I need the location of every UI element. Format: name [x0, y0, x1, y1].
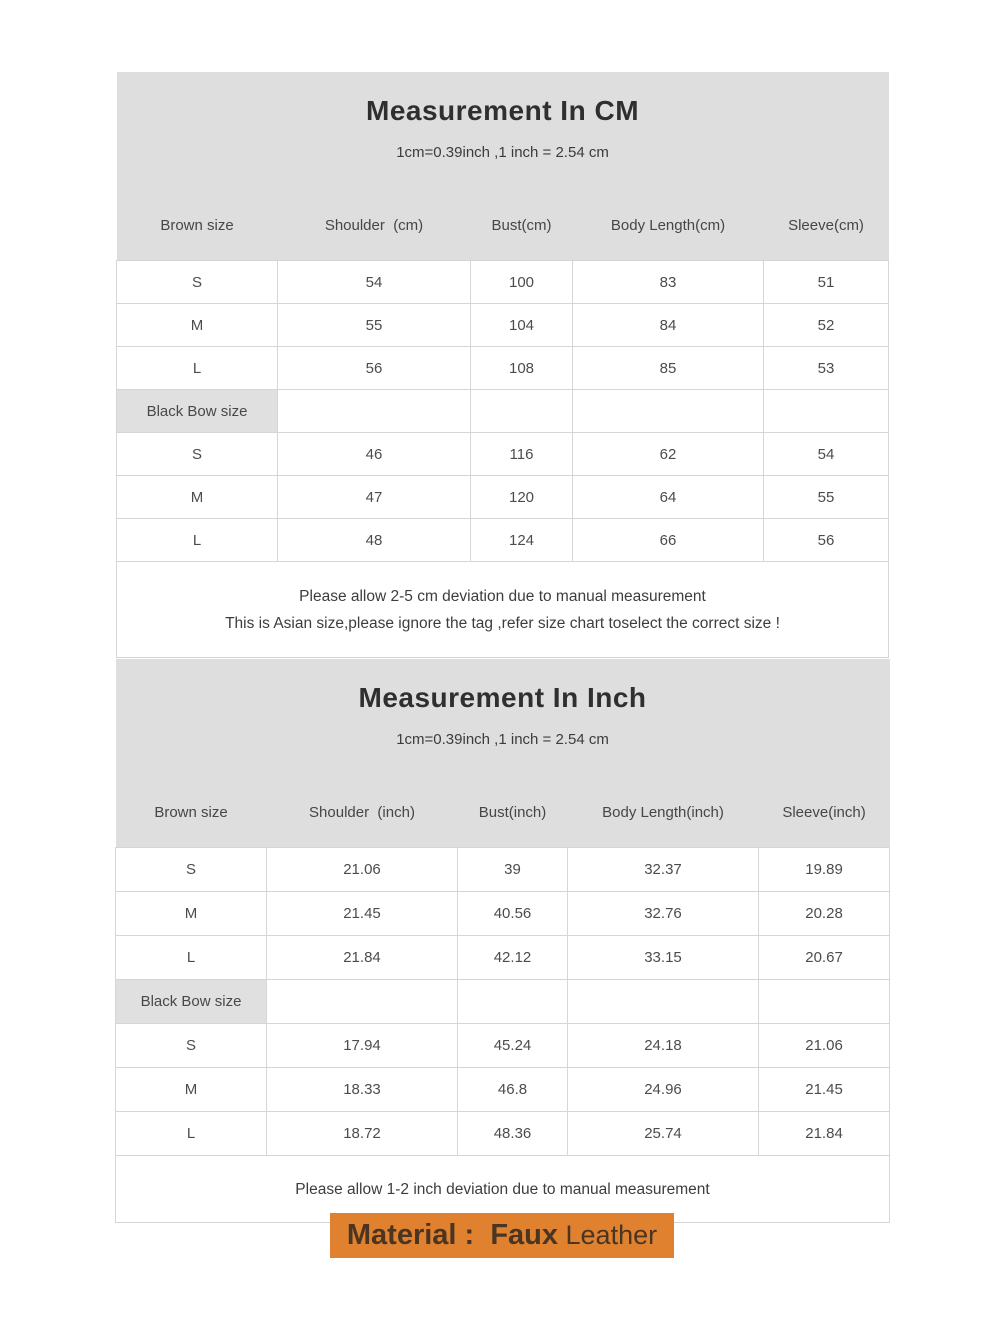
table-row: [117, 519, 889, 562]
value-cell: 21.06: [267, 848, 458, 892]
value-cell: 18.72: [267, 1112, 458, 1156]
size-label-cell: S: [116, 848, 267, 892]
value-cell: 21.84: [267, 936, 458, 980]
value-cell: 21.84: [759, 1112, 890, 1156]
table-row: [116, 1112, 890, 1156]
value-cell: 18.33: [267, 1068, 458, 1112]
inch-title-band-cell: [116, 659, 890, 778]
inch-column-header-body-length: Body Length(inch): [568, 778, 759, 848]
cm-title-band: [117, 72, 889, 190]
value-cell: 40.56: [458, 892, 568, 936]
size-label-cell: Black Bow size: [116, 980, 267, 1024]
group-header-row: [116, 980, 890, 1024]
value-cell: 108: [471, 347, 573, 390]
value-cell: [568, 980, 759, 1024]
value-cell: 54: [764, 433, 889, 476]
cm-column-header-shoulder: Shoulder (cm): [278, 190, 471, 261]
cm-column-header-size: Brown size: [117, 190, 278, 261]
inch-table-body: [116, 848, 890, 1156]
value-cell: 20.67: [759, 936, 890, 980]
size-label-cell: M: [117, 304, 278, 347]
value-cell: 21.45: [267, 892, 458, 936]
value-cell: 84: [573, 304, 764, 347]
value-cell: 25.74: [568, 1112, 759, 1156]
table-row: [117, 304, 889, 347]
value-cell: 39: [458, 848, 568, 892]
table-row: [116, 936, 890, 980]
value-cell: 55: [278, 304, 471, 347]
size-label-cell: Black Bow size: [117, 390, 278, 433]
cm-table-subtitle: 1cm=0.39inch ,1 inch = 2.54 cm: [396, 144, 609, 161]
group-header-row: [117, 390, 889, 433]
table-row: [117, 433, 889, 476]
cm-table-title: Measurement In CM: [366, 95, 640, 126]
value-cell: 56: [764, 519, 889, 562]
material-label-rest: Leather: [558, 1220, 658, 1250]
value-cell: 24.96: [568, 1068, 759, 1112]
value-cell: 42.12: [458, 936, 568, 980]
cm-table-body: [117, 261, 889, 562]
value-cell: 100: [471, 261, 573, 304]
value-cell: 56: [278, 347, 471, 390]
table-row: [116, 1024, 890, 1068]
value-cell: [458, 980, 568, 1024]
value-cell: 46: [278, 433, 471, 476]
inch-table-subtitle: 1cm=0.39inch ,1 inch = 2.54 cm: [396, 731, 609, 748]
material-label-bold: Material : Faux: [346, 1219, 559, 1251]
size-label-cell: M: [116, 892, 267, 936]
value-cell: [267, 980, 458, 1024]
value-cell: 48: [278, 519, 471, 562]
value-cell: 32.37: [568, 848, 759, 892]
cm-notes-row: [117, 562, 889, 658]
cm-header-row: [117, 190, 889, 261]
value-cell: [759, 980, 890, 1024]
value-cell: 45.24: [458, 1024, 568, 1068]
inch-column-header-sleeve: Sleeve(inch): [759, 778, 890, 848]
value-cell: 62: [573, 433, 764, 476]
inch-column-header-size: Brown size: [116, 778, 267, 848]
value-cell: [278, 390, 471, 433]
value-cell: 53: [764, 347, 889, 390]
size-label-cell: S: [116, 1024, 267, 1068]
cm-column-header-bust: Bust(cm): [471, 190, 573, 261]
value-cell: 33.15: [568, 936, 759, 980]
inch-table-title: Measurement In Inch: [358, 682, 647, 713]
value-cell: 54: [278, 261, 471, 304]
inch-header-row: [116, 778, 890, 848]
size-label-cell: M: [116, 1068, 267, 1112]
value-cell: 47: [278, 476, 471, 519]
table-row: [116, 1068, 890, 1112]
size-label-cell: M: [117, 476, 278, 519]
value-cell: 17.94: [267, 1024, 458, 1068]
value-cell: 64: [573, 476, 764, 519]
value-cell: [764, 390, 889, 433]
cm-column-header-body-length: Body Length(cm): [573, 190, 764, 261]
material-bar: [330, 1213, 674, 1258]
value-cell: 24.18: [568, 1024, 759, 1068]
inch-size-table: [115, 659, 890, 1223]
size-label-cell: L: [117, 347, 278, 390]
value-cell: 55: [764, 476, 889, 519]
cm-notes-cell: [117, 562, 889, 658]
size-label-cell: L: [116, 1112, 267, 1156]
size-label-cell: L: [116, 936, 267, 980]
table-row: [117, 261, 889, 304]
value-cell: 124: [471, 519, 573, 562]
table-row: [116, 848, 890, 892]
value-cell: 51: [764, 261, 889, 304]
size-label-cell: L: [117, 519, 278, 562]
cm-column-header-sleeve: Sleeve(cm): [764, 190, 889, 261]
inch-title-band: [116, 659, 890, 778]
size-label-cell: S: [117, 433, 278, 476]
size-label-cell: S: [117, 261, 278, 304]
value-cell: [573, 390, 764, 433]
inch-column-header-shoulder: Shoulder (inch): [267, 778, 458, 848]
inch-column-header-bust: Bust(inch): [458, 778, 568, 848]
value-cell: 20.28: [759, 892, 890, 936]
value-cell: 120: [471, 476, 573, 519]
cm-note-asian-size: This is Asian size,please ignore the tag ,refer size chart toselect the correct size !: [225, 614, 780, 632]
table-row: [116, 892, 890, 936]
value-cell: 85: [573, 347, 764, 390]
value-cell: 104: [471, 304, 573, 347]
table-row: [117, 347, 889, 390]
table-row: [117, 476, 889, 519]
cm-note-deviation: Please allow 2-5 cm deviation due to manual measurement: [299, 587, 706, 605]
value-cell: 32.76: [568, 892, 759, 936]
value-cell: 21.45: [759, 1068, 890, 1112]
value-cell: 116: [471, 433, 573, 476]
cm-size-table: [116, 72, 889, 658]
value-cell: [471, 390, 573, 433]
value-cell: 21.06: [759, 1024, 890, 1068]
value-cell: 66: [573, 519, 764, 562]
inch-note-deviation: Please allow 1-2 inch deviation due to manual measurement: [295, 1180, 710, 1198]
value-cell: 19.89: [759, 848, 890, 892]
value-cell: 83: [573, 261, 764, 304]
value-cell: 46.8: [458, 1068, 568, 1112]
value-cell: 52: [764, 304, 889, 347]
value-cell: 48.36: [458, 1112, 568, 1156]
cm-title-band-cell: [117, 72, 889, 190]
